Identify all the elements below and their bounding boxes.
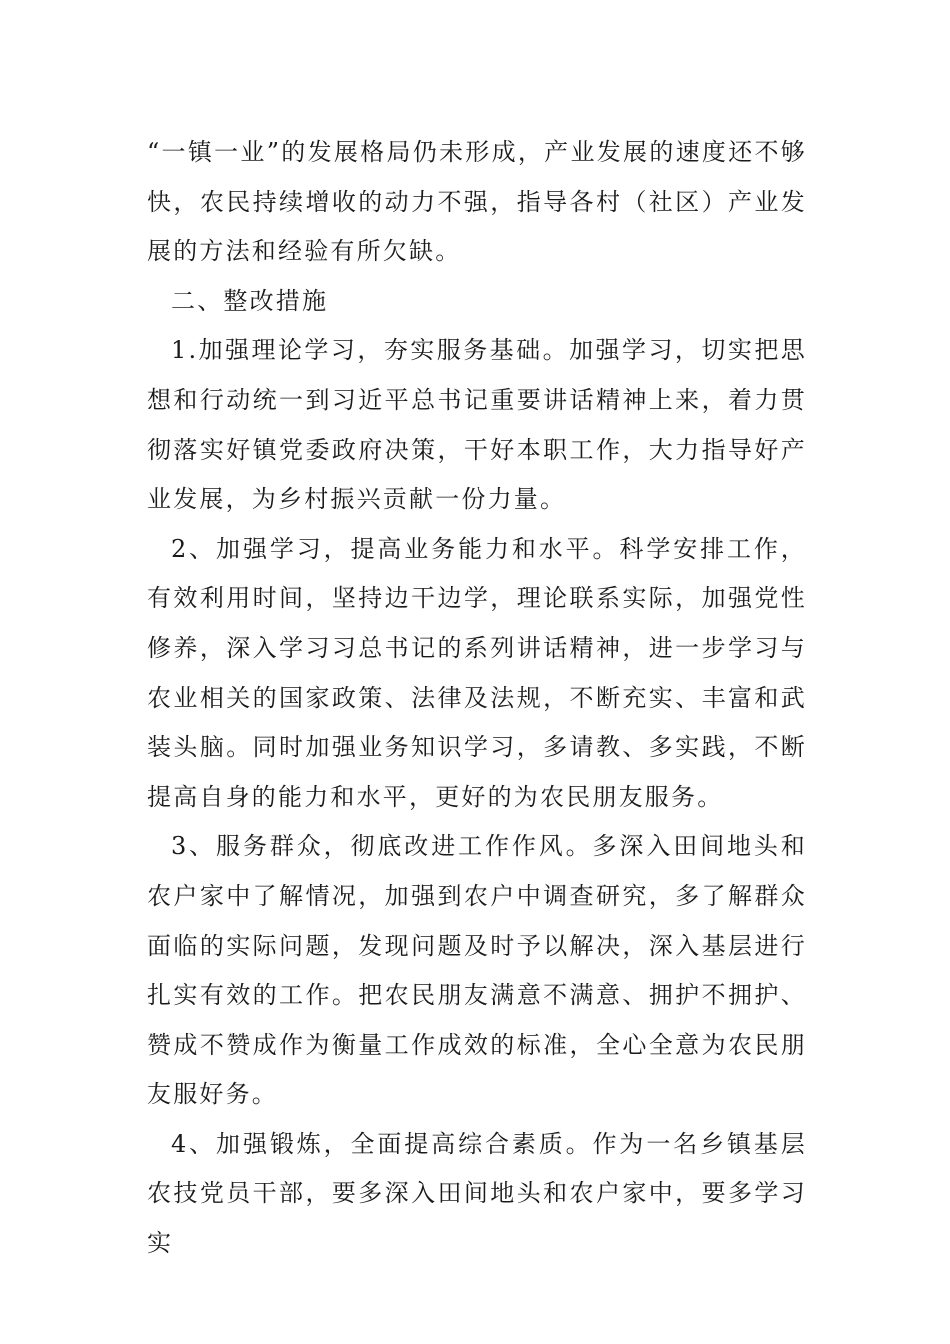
measure-paragraph-3: 3、服务群众，彻底改进工作作风。多深入田间地头和农户家中了解情况，加强到农户中调查研究，多了解群众面临的实际问题，发现问题及时予以解决，深入基层进行扎实有效的工作。把农民朋友满意不满意、拥护不拥护、赞成不赞成作为衡量工作成效的标准，全心全意为农民朋友服好务。 xyxy=(147,832,807,1109)
measure-paragraph-2: 2、加强学习，提高业务能力和水平。科学安排工作，有效利用时间，坚持边干边学，理论联系实际，加强党性修养，深入学习习总书记的系列讲话精神，进一步学习与农业相关的国家政策、法律及法规，不断充实、丰富和武装头脑。同时加强业务知识学习，多请教、多实践，不断提高自身的能力和水平，更好的为农民朋友服务。 xyxy=(147,534,807,811)
document-page xyxy=(147,128,807,1269)
section-heading: 二、整改措施 xyxy=(171,286,329,315)
measure-paragraph-4: 4、加强锻炼，全面提高综合素质。作为一名乡镇基层农技党员干部，要多深入田间地头和农户家中，要多学习实 xyxy=(147,1129,807,1258)
paragraph-continuation: “一镇一业”的发展格局仍未形成，产业发展的速度还不够快，农民持续增收的动力不强，指导各村（社区）产业发展的方法和经验有所欠缺。 xyxy=(147,138,807,266)
measure-paragraph-1: 1.加强理论学习，夯实服务基础。加强学习，切实把思想和行动统一到习近平总书记重要讲话精神上来，着力贯彻落实好镇党委政府决策，干好本职工作，大力指导好产业发展，为乡村振兴贡献一份力量。 xyxy=(147,336,807,514)
